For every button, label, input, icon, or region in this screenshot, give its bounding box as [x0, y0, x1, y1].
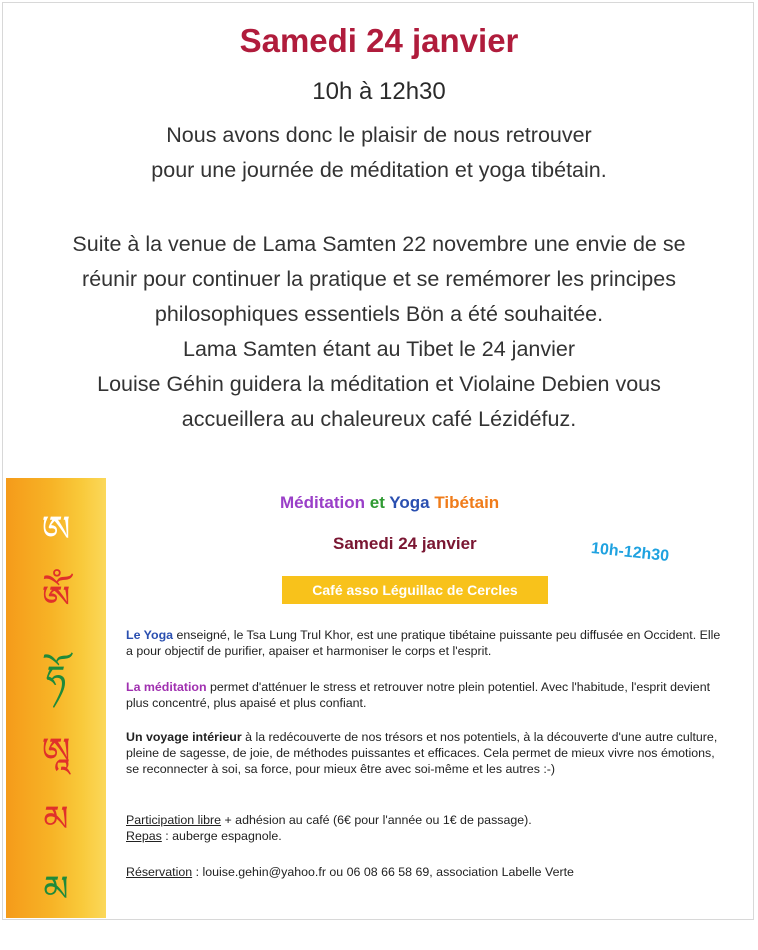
repas-line — [126, 828, 726, 844]
body-line: accueillera au chaleureux café Lézidéfuz. — [181, 407, 577, 431]
meditation-lead: La méditation — [126, 680, 207, 694]
body-line: Lama Samten étant au Tibet le 24 janvier — [182, 337, 576, 361]
reservation-line — [126, 864, 726, 880]
participation-text: + adhésion au café (6€ pour l'année ou 1€ de passage). — [224, 813, 532, 827]
flyer-date: Samedi 24 janvier — [333, 534, 477, 553]
reservation-text[interactable]: : louise.gehin@yahoo.fr ou 06 08 66 58 69, association Labelle Verte — [195, 865, 574, 879]
repas-label: Repas — [126, 829, 162, 843]
meditation-text: permet d'atténuer le stress et retrouver notre plein potentiel. Avec l'habitude, l'esprit devient plus concentré, plus apaisé et plus confiant. — [126, 680, 711, 710]
tibetan-glyph-icon: མ — [43, 799, 69, 840]
yoga-paragraph — [126, 627, 726, 659]
tibetan-glyph-icon: ཨཱ — [41, 731, 71, 772]
body-line: réunir pour continuer la pratique et se remémorer les principes — [82, 267, 676, 291]
flyer-title — [280, 493, 499, 513]
flyer-title-word: Yoga — [389, 493, 430, 512]
tibetan-glyph-icon: མ — [43, 869, 69, 910]
meditation-paragraph — [126, 679, 726, 711]
voyage-text: à la redécouverte de nos trésors et nos potentiels, à la découverte d'une autre culture, pleine de sagesse, de joie, de méthodes puissantes et efficaces. Cela permet de mieux vivre nos émotions, se reconnecter à soi, sa force, pour mieux être avec soi-même et les autres :-) — [126, 730, 718, 776]
participation-label: Participation libre — [126, 813, 222, 827]
participation-line — [126, 812, 726, 828]
tibetan-glyph-icon: ཨ — [41, 509, 71, 550]
intro-line: pour une journée de méditation et yoga tibétain. — [151, 158, 607, 182]
tibetan-glyph-icon: ཨོཾ — [41, 579, 71, 620]
tibetan-glyph-icon: ཧོ — [45, 659, 67, 700]
flyer-title-word: et — [369, 493, 385, 512]
yoga-lead: Le Yoga — [126, 628, 174, 642]
reservation-label: Réservation — [126, 865, 193, 879]
body-line: Suite à la venue de Lama Samten 22 novembre une envie de se — [72, 232, 686, 256]
flyer-place-badge: Café asso Léguillac de Cercles — [282, 576, 548, 604]
voyage-lead: Un voyage intérieur — [126, 730, 242, 744]
intro-line: Nous avons donc le plaisir de nous retrouver — [166, 123, 592, 147]
flyer-hours: 10h-12h30 — [590, 540, 670, 566]
body-line: philosophiques essentiels Bön a été souhaitée. — [154, 302, 604, 326]
flyer-title-word: Tibétain — [434, 493, 500, 512]
voyage-paragraph — [126, 729, 726, 777]
body-line: Louise Géhin guidera la méditation et Violaine Debien vous — [97, 372, 661, 396]
yoga-text: enseigné, le Tsa Lung Trul Khor, est une pratique tibétaine puissante peu diffusée en Occident. Elle a pour objectif de purifier, apaiser et harmoniser le corps et l'esprit. — [126, 628, 721, 658]
event-time: 10h à 12h30 — [312, 78, 446, 105]
page-title: Samedi 24 janvier — [239, 22, 519, 59]
repas-text: : auberge espagnole. — [165, 829, 282, 843]
flyer-title-word: Méditation — [280, 493, 365, 512]
intro-paragraph — [0, 118, 758, 188]
body-paragraph — [0, 227, 758, 437]
tibetan-banner — [6, 478, 106, 918]
